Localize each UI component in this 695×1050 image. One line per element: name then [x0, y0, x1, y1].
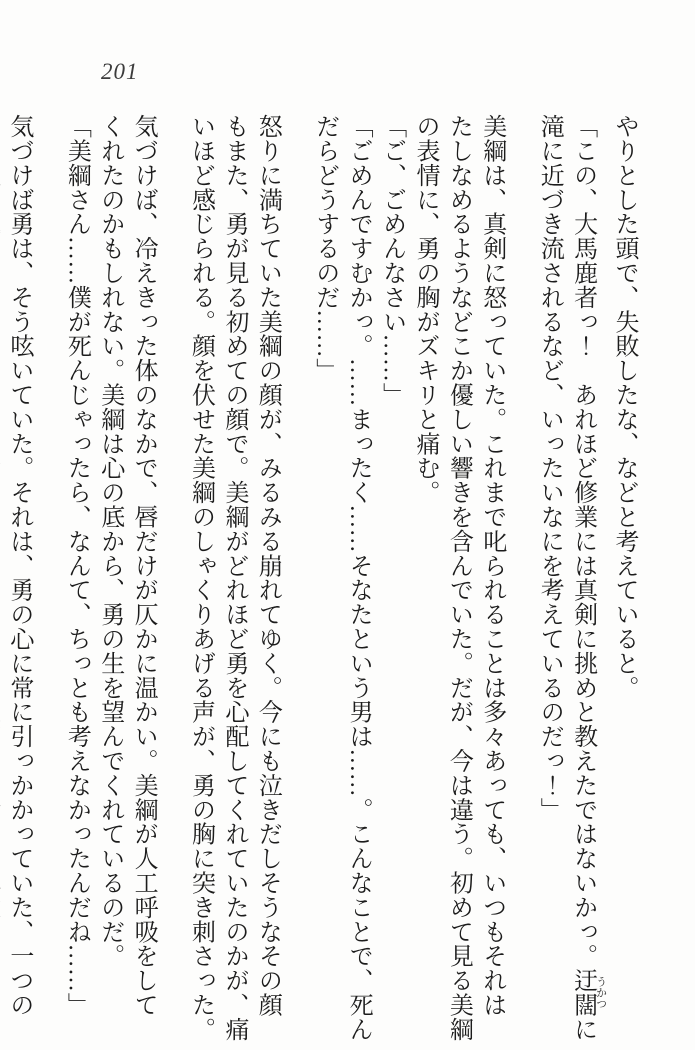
text-column: 「ご、ごめんなさい……」 [378, 114, 405, 407]
text-body [0, 114, 640, 1044]
text-column: 気づけば、冷えきった体のなかで、唇だけが仄かに温かい。美綱が人工呼吸をして [130, 114, 157, 1017]
text-column: いほど感じられる。顔を伏せた美綱のしゃくりあげる声が、勇の胸に突き刺さった。 [187, 114, 214, 1042]
text-column: 「美綱さん……僕が死んじゃったら、なんて、ちっとも考えなかったんだね……」 [63, 114, 90, 1017]
text-column: 気づけば勇は、そう呟いていた。それは、勇の心に常に引っかかっていた、一つの [5, 114, 32, 1017]
page-number: 201 [101, 59, 139, 84]
text-column: の表情に、勇の胸がズキリと痛む。 [411, 114, 438, 505]
text-column: くれたのかもしれない。美綱は心の底から、勇の生を望んでくれているのだ。 [96, 114, 123, 968]
text-column: 滝に近づき流されるなど、いったいなにを考えているのだっ！」 [536, 114, 563, 822]
text-column: だらどうするのだ……」 [311, 114, 338, 383]
ruby-annotated-word: 迂闊 うかつ [569, 968, 607, 1017]
text-column: 「ごめんですむかっ。……まったく……そなたという男は……。こんなことで、死ん [345, 114, 372, 1042]
furigana: うかつ [594, 968, 607, 1017]
text-column: やりとした頭で、失敗したな、などと考えていると。 [611, 114, 637, 700]
text-column [0, 114, 2, 1044]
text-column: 怒りに満ちていた美綱の顔が、みるみる崩れてゆく。今にも泣きだしそうなその顔 [254, 114, 281, 1017]
text-column: たしなめるようなどこか優しい響きを含んでいた。だが、今は違う。初めて見る美綱 [445, 114, 472, 1042]
text-column: 「この、大馬鹿者っ！ あれほど修業には真剣に挑めと教えたではないかっ。迂闊 うかつに [569, 114, 607, 1042]
text-column: もまた、勇が見る初めての顔で。美綱がどれほど勇を心配してくれていたのかが、痛 [220, 114, 247, 1042]
text-column: 美綱は、真剣に怒っていた。これまで叱られることは多々あっても、いつもそれは [478, 114, 505, 1017]
